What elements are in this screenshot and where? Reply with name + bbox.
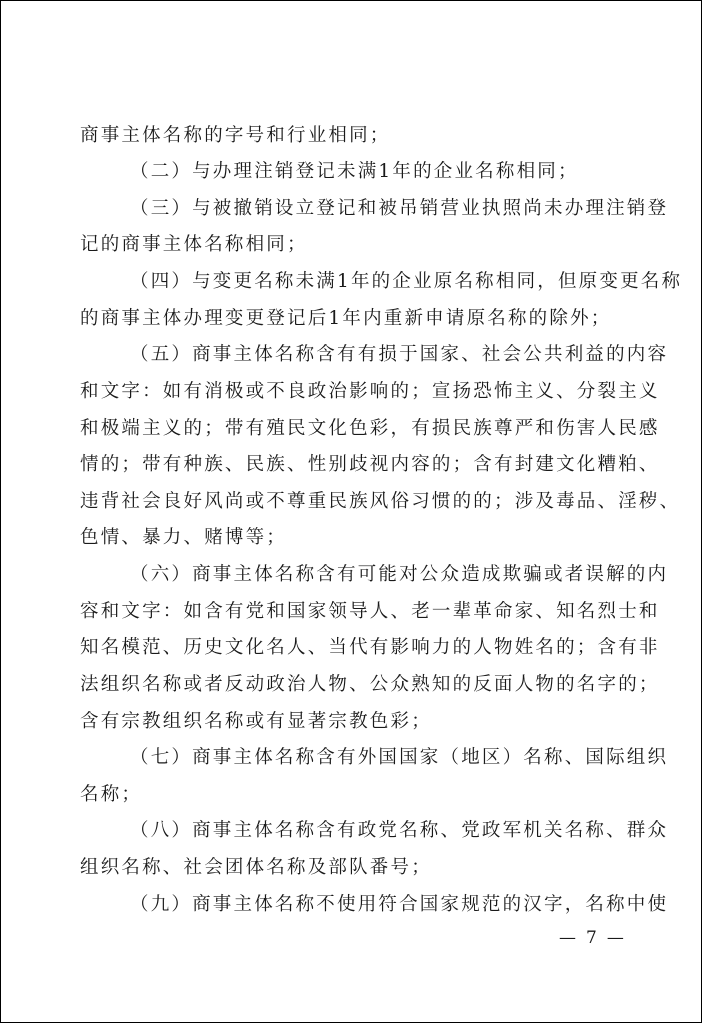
text-line: （二）与办理注销登记未满1年的企业名称相同； <box>130 161 579 182</box>
text-line: 的商事主体办理变更登记后1年内重新申请原名称的除外； <box>80 308 612 329</box>
text-line: 知名模范、历史文化名人、当代有影响力的人物姓名的；含有非 <box>80 637 660 658</box>
text-line: （三）与被撤销设立登记和被吊销营业执照尚未办理注销登 <box>130 198 669 219</box>
page-number <box>555 928 630 948</box>
page-number-dash-right: — <box>606 928 626 948</box>
text-line: 法组织名称或者反动政治人物、公众熟知的反面人物的名字的； <box>80 674 660 695</box>
text-line: 名称； <box>80 784 143 805</box>
text-line: （四）与变更名称未满1年的企业原名称相同，但原变更名称 <box>130 271 683 292</box>
text-line: （七）商事主体名称含有外国国家（地区）名称、国际组织 <box>130 747 669 768</box>
text-line: 记的商事主体名称相同； <box>80 234 308 255</box>
page-number-value: 7 <box>586 928 599 948</box>
text-line: 违背社会良好风尚或不尊重民族风俗习惯的的；涉及毒品、淫秽、 <box>80 491 681 512</box>
text-line: （六）商事主体名称含有可能对公众造成欺骗或者误解的内 <box>130 564 669 585</box>
text-line: 色情、暴力、赌博等； <box>80 527 288 548</box>
text-line: 和文字：如有消极或不良政治影响的；宣扬恐怖主义、分裂主义 <box>80 381 660 402</box>
text-line: 组织名称、社会团体名称及部队番号； <box>80 857 432 878</box>
text-line: 容和文字：如含有党和国家领导人、老一辈革命家、知名烈士和 <box>80 601 660 622</box>
text-line: （八）商事主体名称含有政党名称、党政军机关名称、群众 <box>130 820 669 841</box>
page-number-dash-left: — <box>559 928 578 948</box>
text-line: 情的；带有种族、民族、性别歧视内容的；含有封建文化糟粕、 <box>80 454 660 475</box>
text-line: （五）商事主体名称含有有损于国家、社会公共利益的内容 <box>130 344 669 365</box>
text-line: 和极端主义的；带有殖民文化色彩，有损民族尊严和伤害人民感 <box>80 418 660 439</box>
text-line: 商事主体名称的字号和行业相同； <box>80 125 391 146</box>
text-line: （九）商事主体名称不使用符合国家规范的汉字，名称中使 <box>130 894 669 915</box>
text-line: 含有宗教组织名称或有显著宗教色彩； <box>80 711 432 732</box>
